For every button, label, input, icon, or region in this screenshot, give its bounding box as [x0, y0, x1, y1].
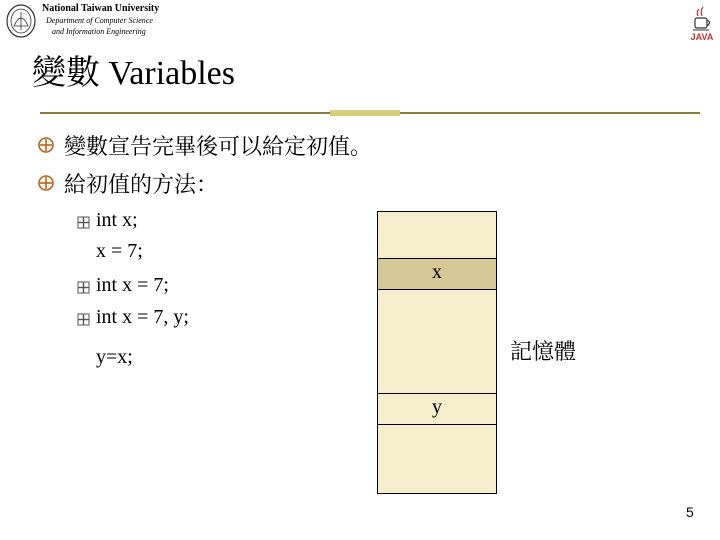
memory-block: [377, 211, 497, 494]
bullet-icon: [38, 175, 54, 191]
memory-cell-y-label: y: [432, 396, 442, 418]
java-logo: [688, 4, 716, 44]
department-line-2: and Information Engineering: [52, 27, 146, 36]
university-name: National Taiwan University: [42, 3, 160, 14]
sub-bullet-icon: [77, 313, 90, 326]
sub-bullet-icon: [77, 216, 90, 229]
java-logo-text: JAVA: [690, 32, 714, 42]
code-line-5: y=x;: [96, 346, 133, 368]
bullet-text-2: 給初值的方法：: [64, 172, 219, 197]
slide-title: 變數 Variables: [32, 55, 236, 92]
department-line-1: Department of Computer Science: [46, 16, 153, 25]
code-line-2: x = 7;: [96, 240, 143, 262]
memory-label: 記憶體: [510, 339, 577, 364]
bullet-text-1: 變數宣告完畢後可以給定初值。: [64, 134, 373, 159]
sub-bullet-icon: [77, 281, 90, 294]
memory-cell-x-label: x: [432, 261, 442, 283]
memory-cell-x: [377, 258, 497, 290]
ntu-seal-logo: [6, 4, 36, 38]
code-line-1: int x;: [96, 209, 138, 231]
code-line-3: int x = 7;: [96, 274, 169, 296]
memory-cell-y: [377, 393, 497, 425]
page-number: 5: [686, 504, 694, 520]
title-divider-highlight: [330, 110, 400, 116]
code-line-4: int x = 7, y;: [96, 306, 189, 328]
bullet-icon: [38, 137, 54, 153]
